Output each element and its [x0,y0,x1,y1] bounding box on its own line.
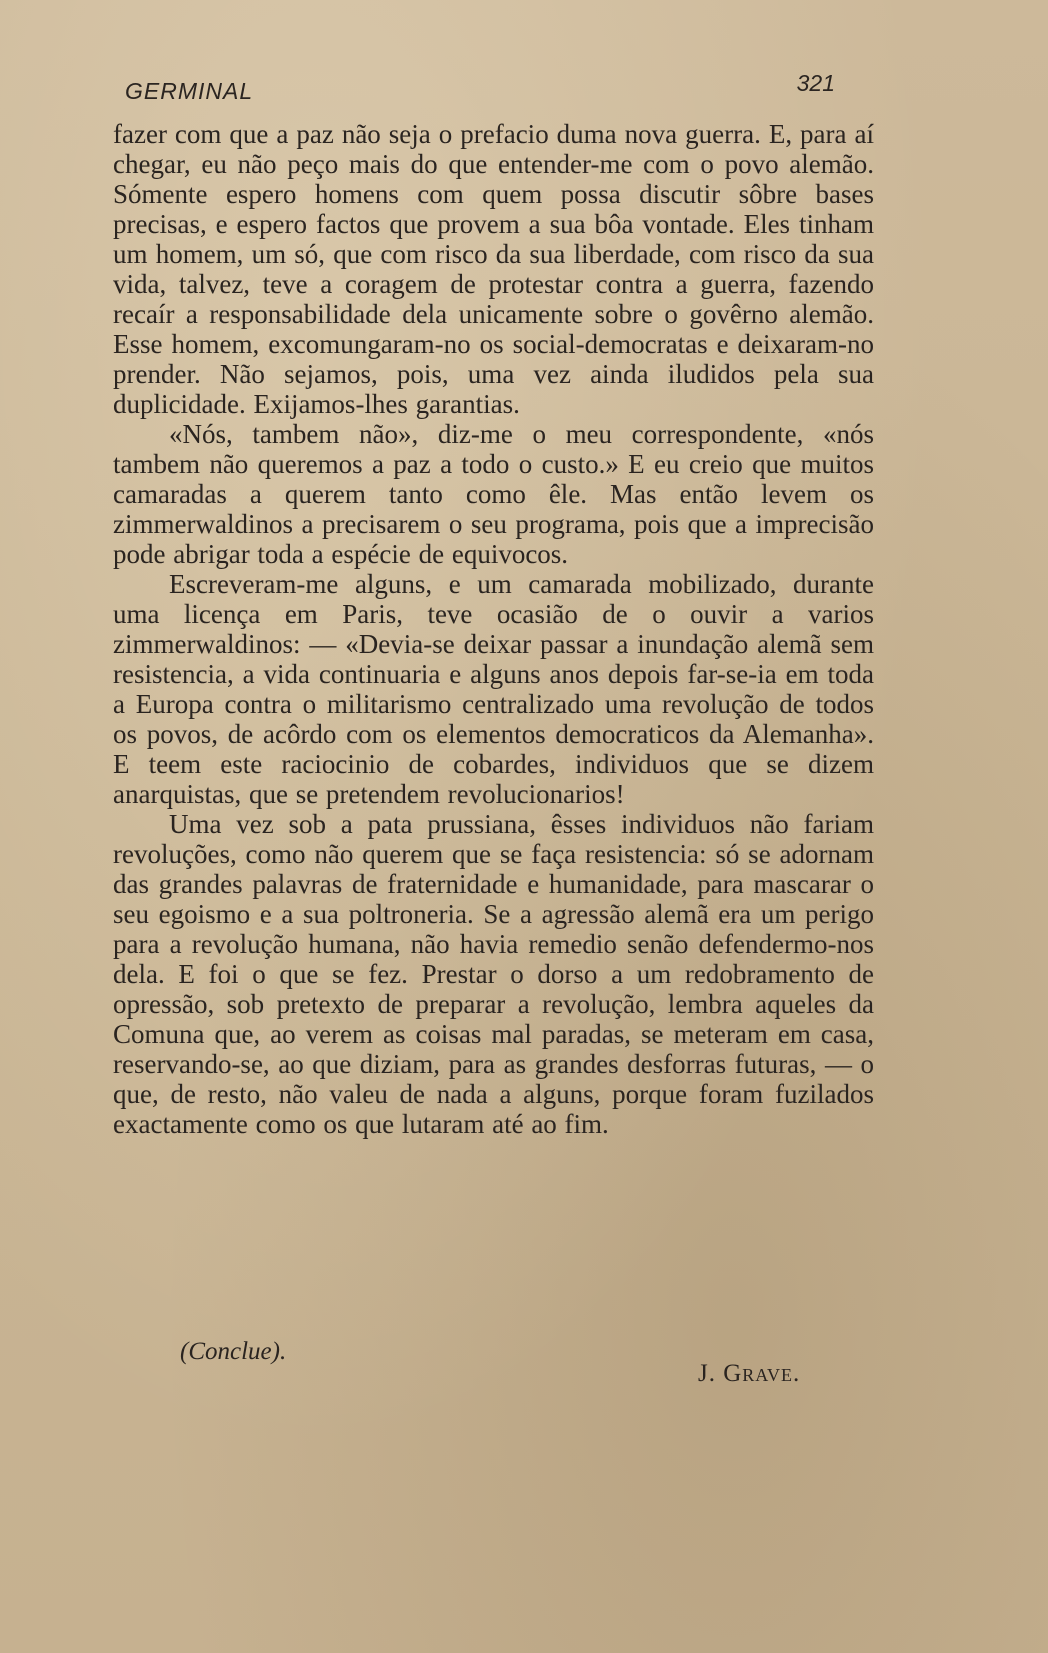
paragraph-2: «Nós, tambem não», diz-me o meu correspondente, «nós tambem não queremos a paz a todo o custo.» E eu creio que muitos camaradas a querem tanto como êle. Mas então levem os zimmerwaldinos a precisarem o seu programa, pois que a imprecisão pode abrigar toda a espécie de equivocos. [113,419,874,569]
paragraph-3: Escreveram-me alguns, e um camarada mobilizado, durante uma licença em Paris, teve ocasião de o ouvir a varios zimmerwaldinos: — «Devia-se deixar passar a inundação alemã sem resistencia, a vida continuaria e alguns anos depois far-se-ia em toda a Europa contra o militarismo centralizado uma revolução de todos os povos, de acôrdo com os elementos democraticos da Alemanha». E teem este raciocinio de cobardes, individuos que se dizem anarquistas, que se pretendem revolucionarios! [113,569,874,809]
article-footer [180,1330,880,1410]
author-signature: J. Grave. [698,1360,801,1387]
continuation-note: (Conclue). [180,1338,287,1365]
article-body [113,119,874,1139]
paragraph-1: fazer com que a paz não seja o prefacio duma nova guerra. E, para aí chegar, eu não peço mais do que entender-me com o povo alemão. Sómente espero homens com quem possa discutir sôbre bases precisas, e espero factos que provem a sua bôa vontade. Eles tinham um homem, um só, que com risco da sua liberdade, com risco da sua vida, talvez, teve a coragem de protestar contra a guerra, fazendo recaír a responsabilidade dela unicamente sobre o govêrno alemão. Esse homem, excomungaram-no os social-democratas e deixaram-no prender. Não sejamos, pois, uma vez ainda iludidos pela sua duplicidade. Exijamos-lhes garantias. [113,119,874,419]
page-header [125,70,865,110]
running-head: GERMINAL [125,78,254,104]
page-number: 321 [796,70,835,96]
paragraph-4: Uma vez sob a pata prussiana, êsses individuos não fariam revoluções, como não querem que se faça resistencia: só se adornam das grandes palavras de fraternidade e humanidade, para mascarar o seu egoismo e a sua poltroneria. Se a agressão alemã era um perigo para a revolução humana, não havia remedio senão defendermo-nos dela. E foi o que se fez. Prestar o dorso a um redobramento de opressão, sob pretexto de preparar a revolução, lembra aqueles da Comuna que, ao verem as coisas mal paradas, se meteram em casa, reservando-se, ao que diziam, para as grandes desforras futuras, — o que, de resto, não valeu de nada a alguns, porque foram fuzilados exactamente como os que lutaram até ao fim. [113,809,874,1139]
